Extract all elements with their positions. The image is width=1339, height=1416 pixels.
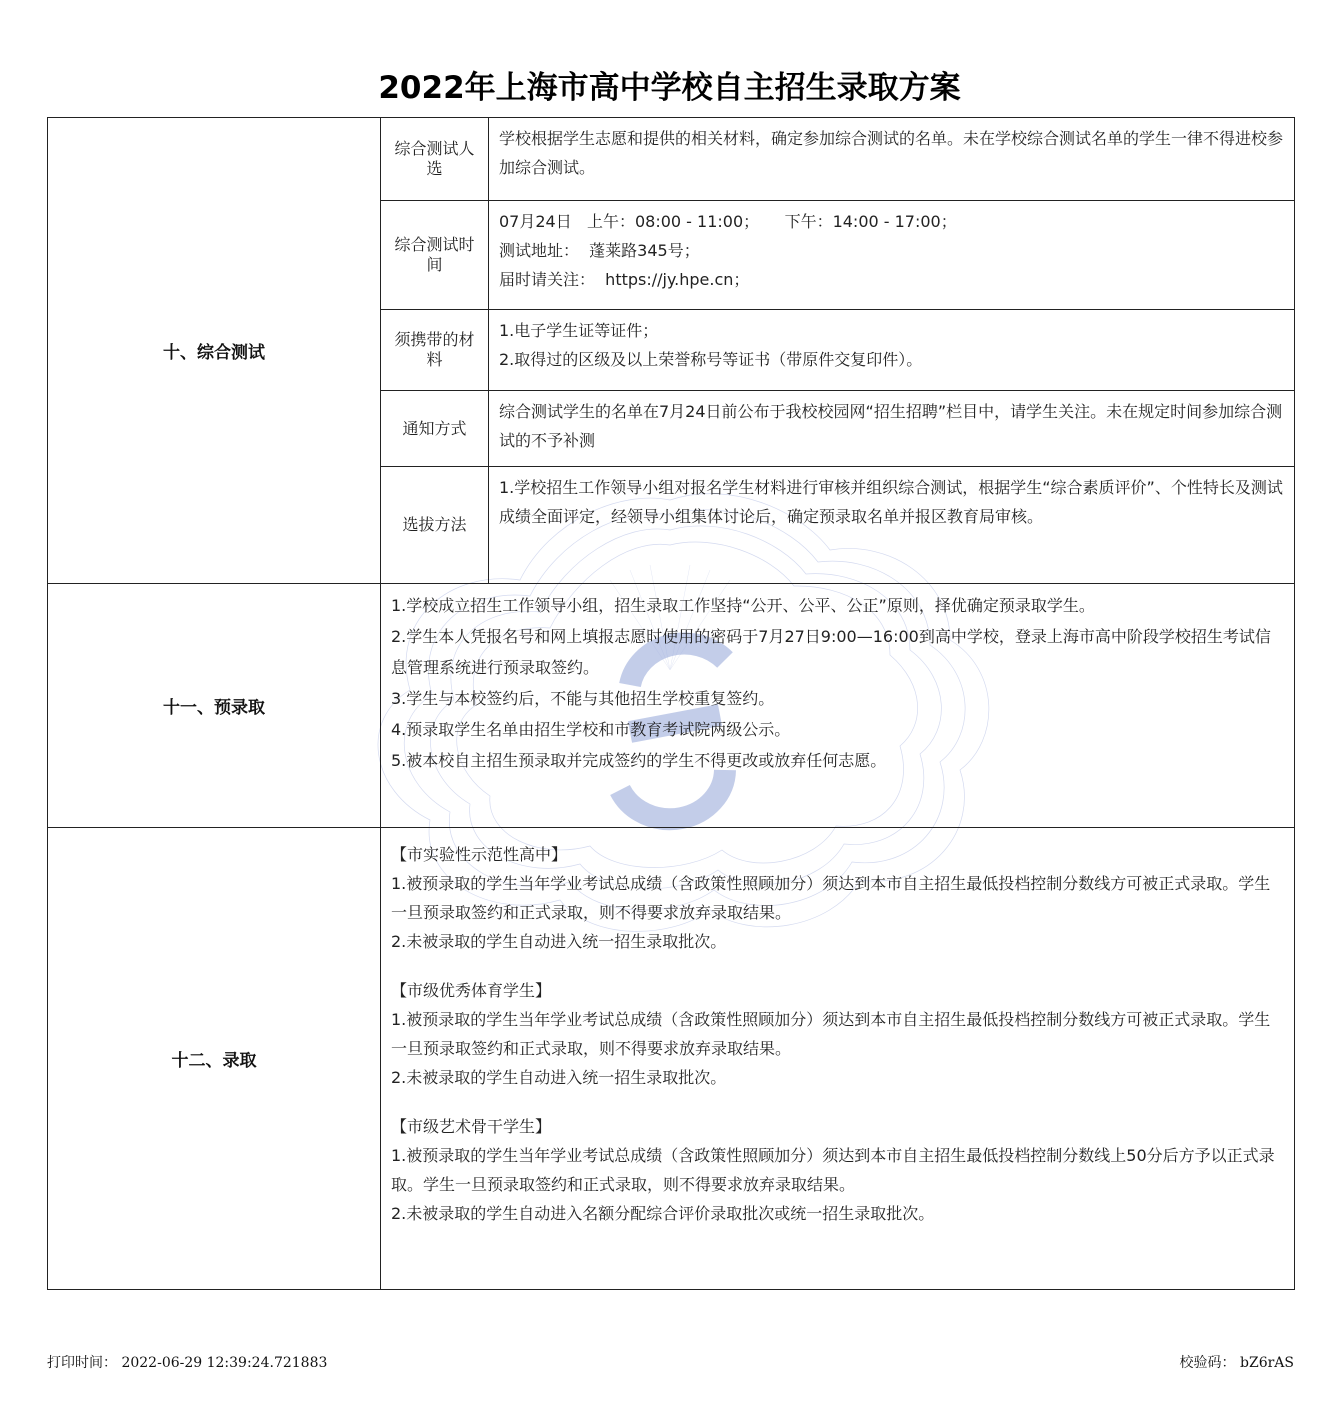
row-content-notification <box>489 391 1295 467</box>
group-heading: 【市级艺术骨干学生】 <box>391 1117 552 1136</box>
content-line: 2.学生本人凭报名号和网上填报志愿时使用的密码于7月27日9:00—16:00到高中学校，登录上海市高中阶段学校招生考试信息管理系统进行预录取签约。 <box>391 627 1271 677</box>
content-line: 5.被本校自主招生预录取并完成签约的学生不得更改或放弃任何志愿。 <box>391 751 887 770</box>
test-date-time: 07月24日 上午：08:00 - 11:00； 下午：14:00 - 17:00； <box>499 212 957 231</box>
row-label-selection-method: 选拔方法 <box>381 467 489 584</box>
group-heading: 【市实验性示范性高中】 <box>391 845 568 864</box>
section-label-admission: 十二、录取 <box>48 828 381 1290</box>
test-website-link[interactable]: 届时请关注： https://jy.hpe.cn； <box>499 270 750 289</box>
table-row <box>48 828 1295 1290</box>
content-line: 学校根据学生志愿和提供的相关材料，确定参加综合测试的名单。未在学校综合测试名单的学生一律不得进校参加综合测试。 <box>499 129 1284 177</box>
print-time-label: 打印时间： <box>47 1355 117 1371</box>
row-label-test-candidates: 综合测试人选 <box>381 118 489 201</box>
section-label-comprehensive-test: 十、综合测试 <box>48 118 381 584</box>
section-content-pre-admission <box>381 584 1295 828</box>
content-line: 2.未被录取的学生自动进入统一招生录取批次。 <box>391 1068 727 1087</box>
row-label-notification: 通知方式 <box>381 391 489 467</box>
print-time <box>47 1352 327 1372</box>
section-content-admission <box>381 828 1295 1290</box>
row-content-selection-method <box>489 467 1295 584</box>
page-title: 2022年上海市高中学校自主招生录取方案 <box>378 70 961 106</box>
table-row <box>48 118 1295 201</box>
content-line: 4.预录取学生名单由招生学校和市教育考试院两级公示。 <box>391 720 791 739</box>
content-line: 3.学生与本校签约后，不能与其他招生学校重复签约。 <box>391 689 775 708</box>
content-line: 2.取得过的区级及以上荣誉称号等证书（带原件交复印件）。 <box>499 350 923 369</box>
verification-code <box>1180 1352 1294 1372</box>
content-line: 1.学校成立招生工作领导小组，招生录取工作坚持“公开、公平、公正”原则，择优确定预录取学生。 <box>391 596 1095 615</box>
print-time-value: 2022-06-29 12:39:24.721883 <box>121 1355 328 1371</box>
content-line: 1.电子学生证等证件； <box>499 321 659 340</box>
content-line: 综合测试学生的名单在7月24日前公布于我校校园网“招生招聘”栏目中，请学生关注。未在规定时间参加综合测试的不予补测 <box>499 402 1283 450</box>
content-line: 1.学校招生工作领导小组对报名学生材料进行审核并组织综合测试，根据学生“综合素质评价”、个性特长及测试成绩全面评定，经领导小组集体讨论后，确定预录取名单并报区教育局审核。 <box>499 478 1283 526</box>
content-line: 2.未被录取的学生自动进入名额分配综合评价录取批次或统一招生录取批次。 <box>391 1204 935 1223</box>
group-heading: 【市级优秀体育学生】 <box>391 981 552 1000</box>
content-line: 1.被预录取的学生当年学业考试总成绩（含政策性照顾加分）须达到本市自主招生最低投档控制分数线方可被正式录取。学生一旦预录取签约和正式录取，则不得要求放弃录取结果。 <box>391 1010 1271 1058</box>
admission-plan-table <box>47 117 1295 1290</box>
content-line: 2.未被录取的学生自动进入统一招生录取批次。 <box>391 932 727 951</box>
row-content-test-time <box>489 201 1295 310</box>
row-content-materials <box>489 310 1295 391</box>
section-label-pre-admission: 十一、预录取 <box>48 584 381 828</box>
row-content-test-candidates <box>489 118 1295 201</box>
content-line: 1.被预录取的学生当年学业考试总成绩（含政策性照顾加分）须达到本市自主招生最低投档控制分数线方可被正式录取。学生一旦预录取签约和正式录取，则不得要求放弃录取结果。 <box>391 874 1271 922</box>
content-line: 1.被预录取的学生当年学业考试总成绩（含政策性照顾加分）须达到本市自主招生最低投档控制分数线上50分后方予以正式录取。学生一旦预录取签约和正式录取，则不得要求放弃录取结果。 <box>391 1146 1275 1194</box>
test-address: 测试地址： 蓬莱路345号； <box>499 241 700 260</box>
table-row <box>48 584 1295 828</box>
verification-code-value: bZ6rAS <box>1240 1355 1294 1371</box>
row-label-materials: 须携带的材料 <box>381 310 489 391</box>
verification-code-label: 校验码： <box>1179 1355 1236 1371</box>
row-label-test-time: 综合测试时间 <box>381 201 489 310</box>
